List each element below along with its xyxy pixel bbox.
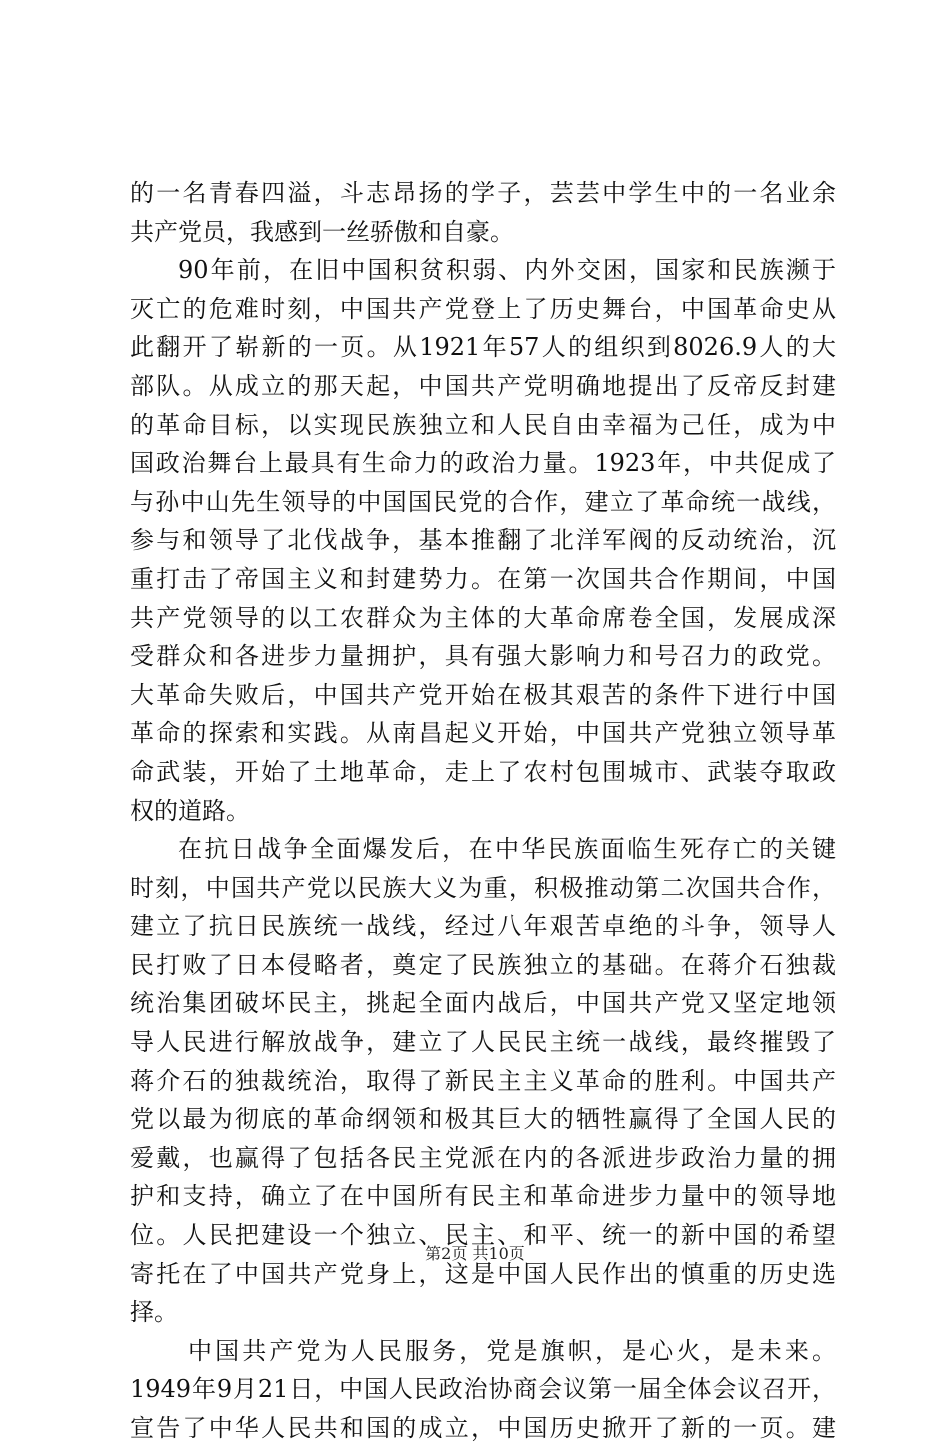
text-line: 命武装，开始了土地革命，走上了农村包围城市、武装夺取政 (130, 757, 836, 786)
text-line: 导人民进行解放战争，建立了人民民主统一战线，最终摧毁了 (130, 1028, 836, 1057)
text-line: 重打击了帝国主义和封建势力。在第一次国共合作期间，中国 (130, 564, 836, 593)
text-line: 寄托在了中国共产党身上，这是中国人民作出的慎重的历史选 (130, 1259, 836, 1288)
text-line: 位。人民把建设一个独立、民主、和平、统一的新中国的希望 (130, 1221, 836, 1250)
text-line: 此翻开了崭新的一页。从1921年57人的组织到8026.9人的大 (130, 333, 836, 362)
text-line: 1949年9月21日，中国人民政治协商会议第一届全体会议召开， (130, 1375, 836, 1404)
text-line: 宣告了中华人民共和国的成立，中国历史掀开了新的一页。建 (130, 1414, 836, 1442)
text-line: 国政治舞台上最具有生命力的政治力量。1923年，中共促成了 (130, 449, 836, 478)
text-line: 受群众和各进步力量拥护，具有强大影响力和号召力的政党。 (130, 642, 836, 671)
text-line: 革命的探索和实践。从南昌起义开始，中国共产党独立领导革 (130, 719, 836, 748)
text-line: 共产党领导的以工农群众为主体的大革命席卷全国，发展成深 (130, 603, 836, 632)
text-line: 与孙中山先生领导的中国国民党的合作，建立了革命统一战线， (130, 487, 836, 516)
text-line: 共产党员，我感到一丝骄傲和自豪。 (130, 217, 514, 246)
text-line: 时刻，中国共产党以民族大义为重，积极推动第二次国共合作， (130, 873, 836, 902)
text-line: 爱戴，也赢得了包括各民主党派在内的各派进步政治力量的拥 (130, 1143, 836, 1172)
text-line: 蒋介石的独裁统治，取得了新民主主义革命的胜利。中国共产 (130, 1066, 836, 1095)
paragraph-start-line: 90年前，在旧中国积贫积弱、内外交困，国家和民族濒于 (178, 256, 836, 285)
page-number-footer: 第2页 共10页 (425, 1244, 525, 1263)
text-line: 民打败了日本侵略者，奠定了民族独立的基础。在蒋介石独裁 (130, 950, 836, 979)
text-line: 择。 (130, 1298, 178, 1327)
text-line: 参与和领导了北伐战争，基本推翻了北洋军阀的反动统治，沉 (130, 526, 836, 555)
text-line: 统治集团破坏民主，挑起全面内战后，中国共产党又坚定地领 (130, 989, 836, 1018)
text-line: 的革命目标，以实现民族独立和人民自由幸福为己任，成为中 (130, 410, 836, 439)
paragraph-start-line: 在抗日战争全面爆发后，在中华民族面临生死存亡的关键 (178, 835, 836, 864)
text-line: 护和支持，确立了在中国所有民主和革命进步力量中的领导地 (130, 1182, 836, 1211)
text-line: 建立了抗日民族统一战线，经过八年艰苦卓绝的斗争，领导人 (130, 912, 836, 941)
text-line: 大革命失败后，中国共产党开始在极其艰苦的条件下进行中国 (130, 680, 836, 709)
text-line: 部队。从成立的那天起，中国共产党明确地提出了反帝反封建 (130, 371, 836, 400)
text-line: 党以最为彻底的革命纲领和极其巨大的牺牲赢得了全国人民的 (130, 1105, 836, 1134)
paragraph-start-line: 中国共产党为人民服务，党是旗帜，是心火，是未来。 (188, 1336, 836, 1365)
text-line: 权的道路。 (130, 796, 250, 825)
text-line: 的一名青春四溢，斗志昂扬的学子，芸芸中学生中的一名业余 (130, 179, 836, 207)
text-line: 灭亡的危难时刻，中国共产党登上了历史舞台，中国革命史从 (130, 294, 836, 323)
